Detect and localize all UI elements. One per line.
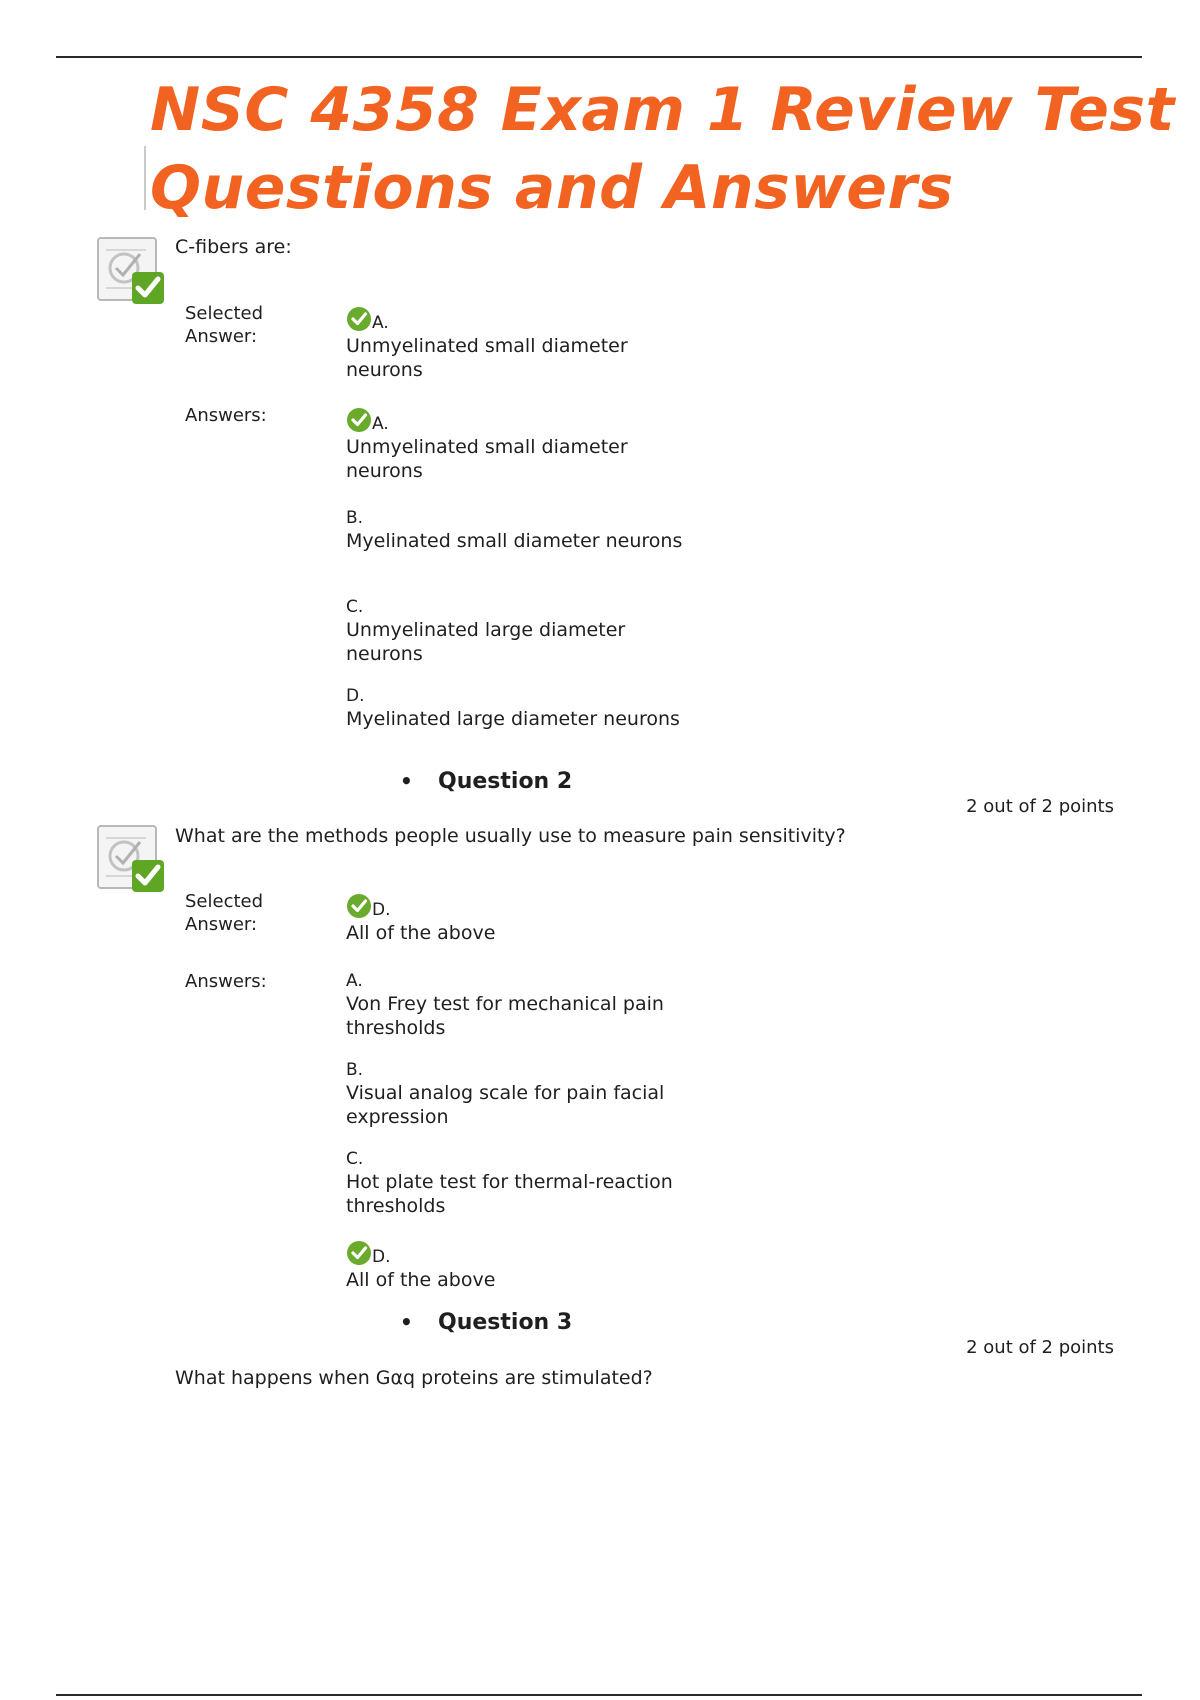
document-title-line-1: NSC 4358 Exam 1 Review Test [150,75,1175,145]
bottom-rule [56,1694,1142,1696]
check-icon [346,407,372,433]
question-2-text: What are the methods people usually use to measure pain sensitivity? [175,825,846,847]
check-icon [346,893,372,919]
top-rule [56,56,1142,58]
q1-answer-b: B. Myelinated small diameter neurons [346,508,683,552]
selected-answer-label: Selected Answer: [185,303,264,347]
q1-answer-c: C. Unmyelinated large diameter neurons [346,597,626,665]
check-icon [346,306,372,332]
q2-answer-b: B. Visual analog scale for pain facial expression [346,1060,665,1128]
q1-selected-answer: A. Unmyelinated small diameter neurons [346,306,706,382]
q2-selected-answer: D. All of the above [346,893,706,945]
question-correct-icon [96,236,166,308]
q2-answer-a: A. Von Frey test for mechanical pain thresholds [346,971,664,1039]
q2-answer-d: D. All of the above [346,1240,706,1292]
q1-answer-a: A. Unmyelinated small diameter neurons [346,407,706,483]
q2-answer-c: C. Hot plate test for thermal-reaction thresholds [346,1149,673,1217]
question-2-points: 2 out of 2 points [966,796,1114,817]
selected-answer-label: Selected Answer: [185,891,264,935]
answers-label: Answers: [185,971,267,992]
question-correct-icon [96,824,166,896]
title-cursor-bar [144,146,146,210]
answers-label: Answers: [185,405,267,426]
question-3-points: 2 out of 2 points [966,1337,1114,1358]
document-title-line-2: Questions and Answers [150,153,954,223]
check-icon [346,1240,372,1266]
question-3-heading: • Question 3 [400,1310,573,1335]
question-1-text: C-fibers are: [175,236,292,258]
question-2-heading: • Question 2 [400,769,573,794]
question-3-text: What happens when Gαq proteins are stimulated? [175,1367,653,1389]
q1-answer-d: D. Myelinated large diameter neurons [346,686,680,730]
